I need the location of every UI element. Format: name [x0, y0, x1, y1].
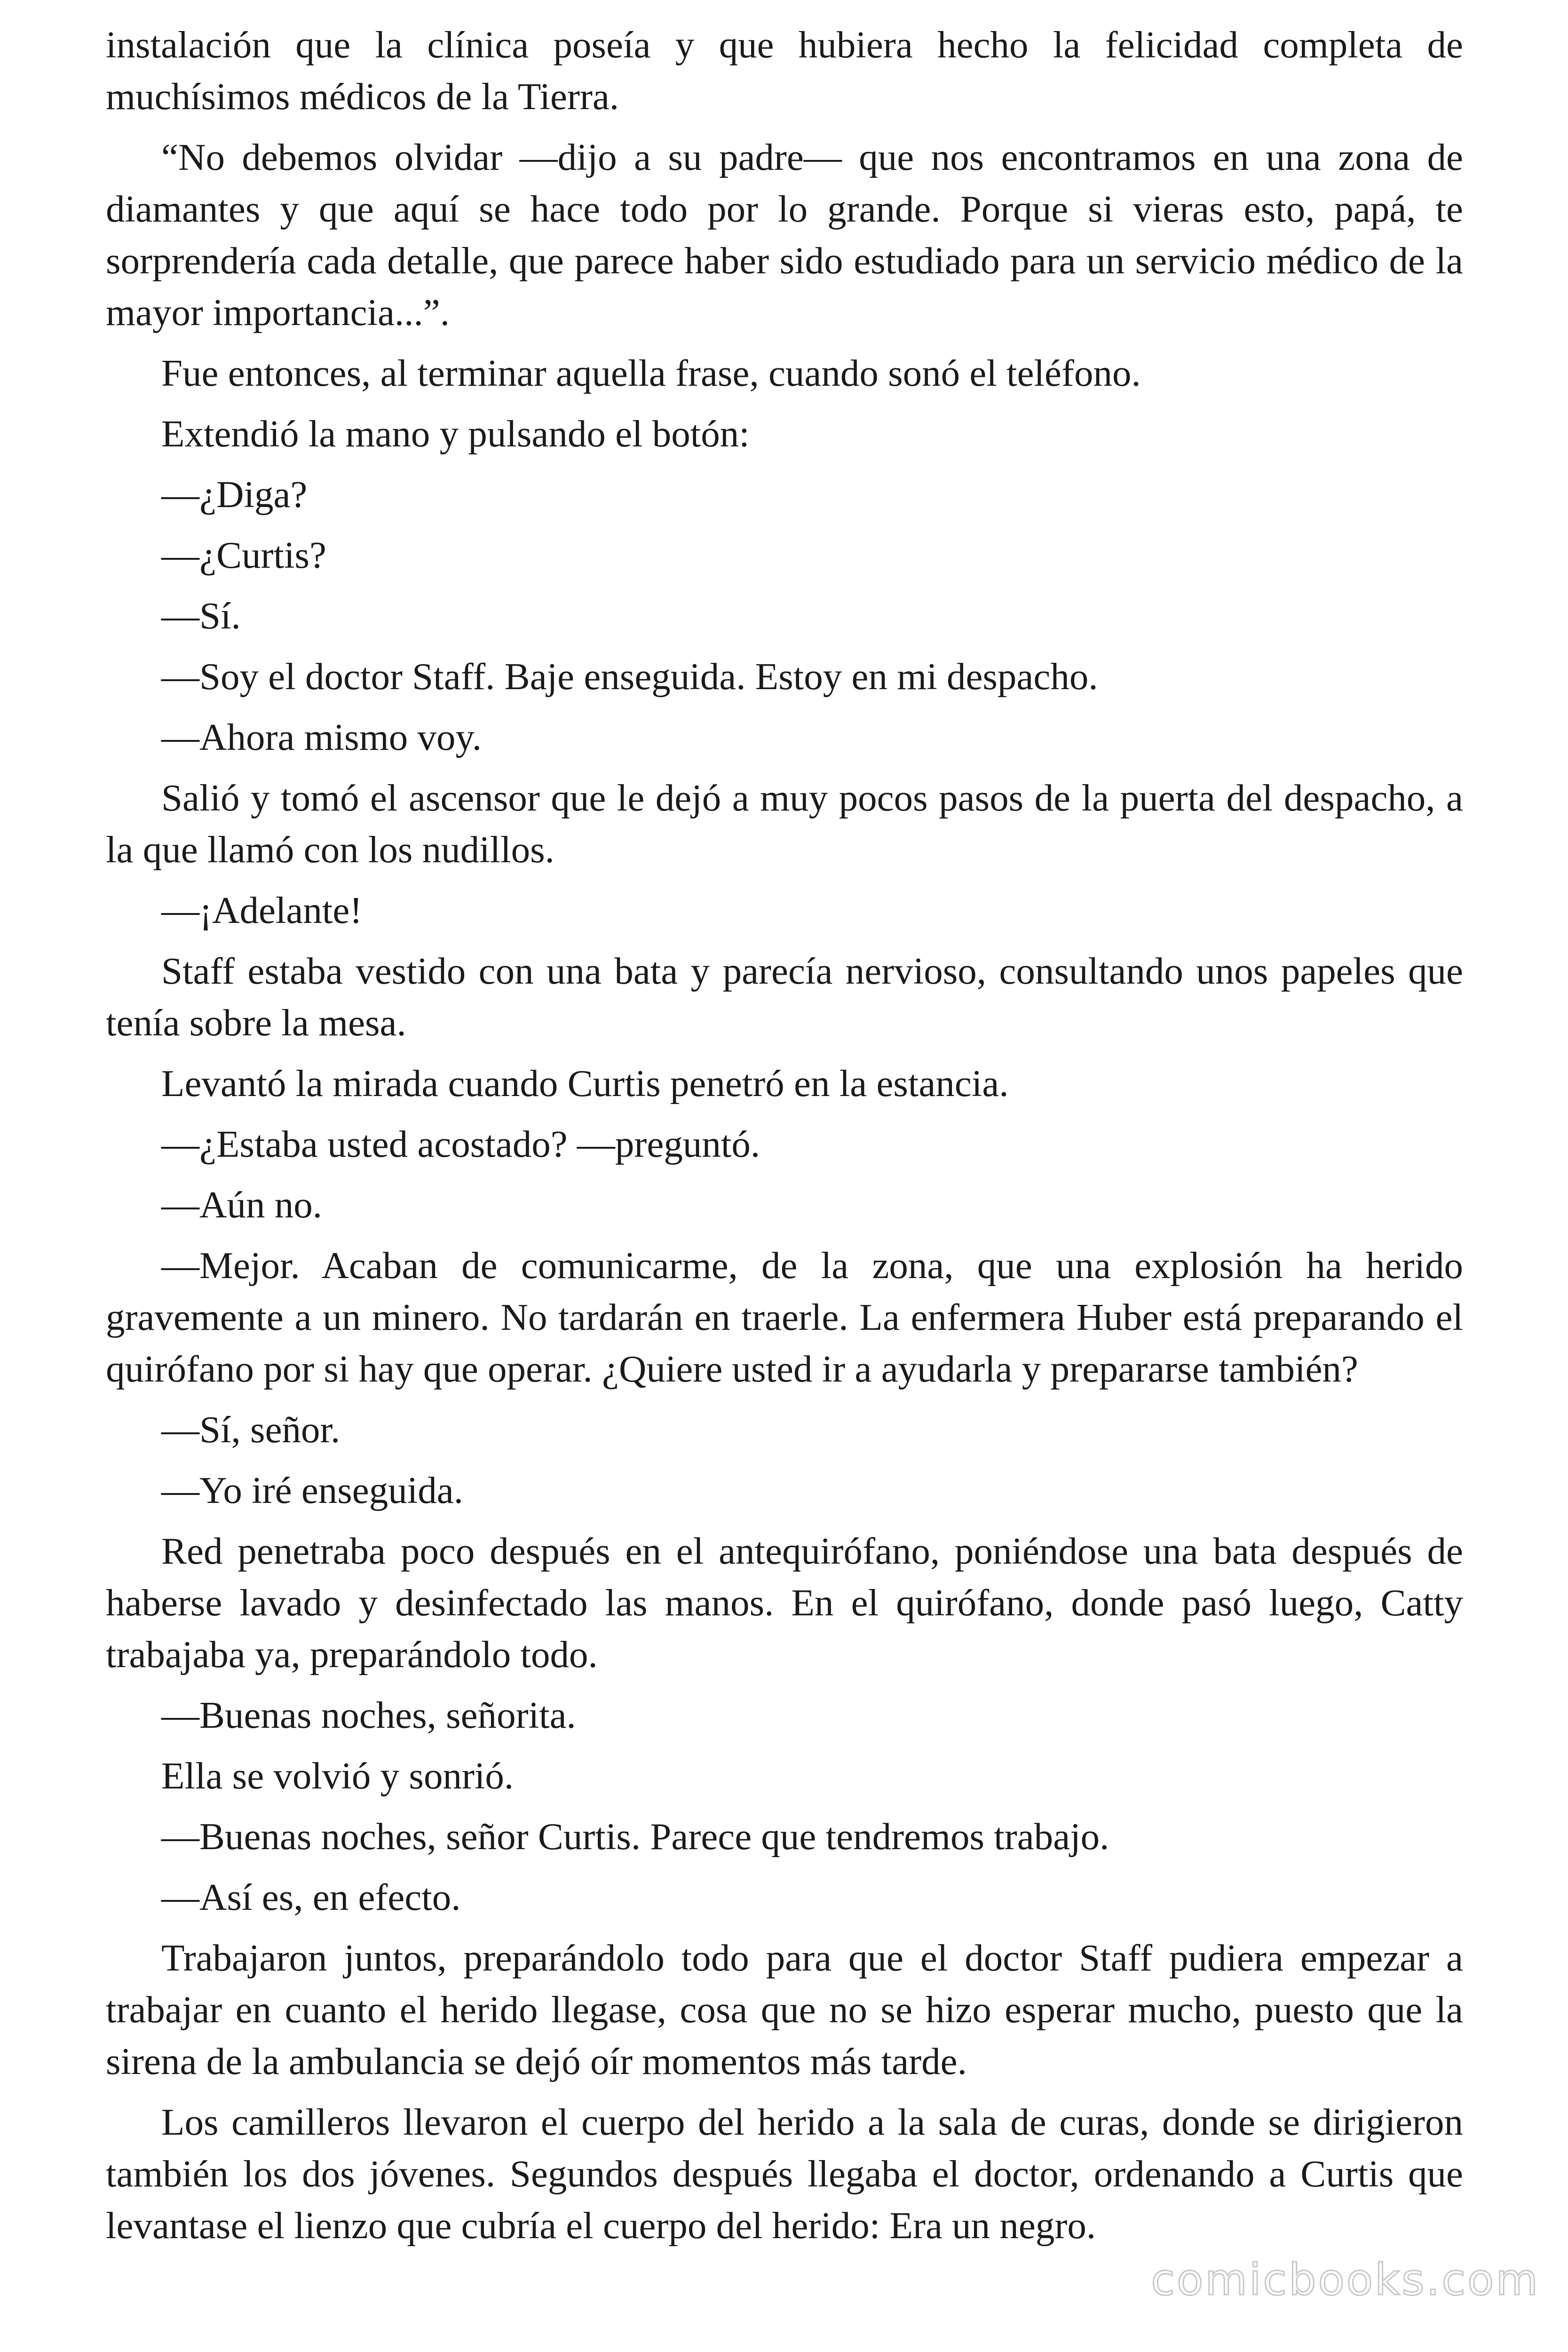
paragraph: Fue entonces, al terminar aquella frase, cuando sonó el teléfono.	[161, 352, 1141, 394]
paragraph: Staff estaba vestido con una bata y parecía nervioso, consultando unos papeles que tenía sobre la mesa.	[106, 950, 1463, 1044]
dialogue-line: —¿Estaba usted acostado? —preguntó.	[161, 1123, 760, 1165]
dialogue-line: —Mejor. Acaban de comunicarme, de la zona, que una explosión ha herido gravemente a un minero. No tardarán en traerle. La enfermera Huber está preparando el quirófano por si hay que operar. ¿Quiere usted ir a ayudarla y prepararse también?	[106, 1244, 1463, 1390]
paragraph: Trabajaron juntos, preparándolo todo para que el doctor Staff pudiera empezar a trabajar en cuanto el herido llegase, cosa que no se hizo esperar mucho, puesto que la sirena de la ambulancia se dejó oír momentos más tarde.	[106, 1937, 1463, 2082]
dialogue-line: —¿Curtis?	[161, 534, 326, 576]
paragraph: Ella se volvió y sonrió.	[161, 1755, 514, 1797]
dialogue-line: —Buenas noches, señor Curtis. Parece que tendremos trabajo.	[161, 1815, 1109, 1858]
paragraph: Los camilleros llevaron el cuerpo del herido a la sala de curas, donde se dirigieron también los dos jóvenes. Segundos después llegaba el doctor, ordenando a Curtis que levantase el lienzo que cubría el cuerpo del herido: Era un negro.	[106, 2101, 1463, 2247]
dialogue-line: —Sí.	[161, 595, 241, 637]
paragraph: “No debemos olvidar —dijo a su padre— que nos encontramos en una zona de diamantes y que aquí se hace todo por lo grande. Porque si vieras esto, papá, te sorprendería cada detalle, que parece haber sido estudiado para un servicio médico de la mayor importancia...”.	[106, 136, 1463, 334]
paragraph: Levantó la mirada cuando Curtis penetró en la estancia.	[161, 1062, 1009, 1104]
paragraph: Salió y tomó el ascensor que le dejó a muy pocos pasos de la puerta del despacho, a la que llamó con los nudillos.	[106, 777, 1463, 871]
paragraph: Extendió la mano y pulsando el botón:	[161, 413, 750, 455]
paragraph: instalación que la clínica poseía y que hubiera hecho la felicidad completa de muchísimos médicos de la Tierra.	[106, 24, 1463, 118]
dialogue-line: —Sí, señor.	[161, 1408, 341, 1451]
dialogue-line: —Aún no.	[161, 1184, 322, 1226]
dialogue-line: —Soy el doctor Staff. Baje enseguida. Estoy en mi despacho.	[161, 655, 1098, 698]
dialogue-line: —¿Diga?	[161, 473, 308, 516]
page-body	[106, 19, 1463, 2260]
dialogue-line: —Ahora mismo voy.	[161, 716, 482, 758]
dialogue-line: —Yo iré enseguida.	[161, 1469, 463, 1511]
dialogue-line: —Así es, en efecto.	[161, 1876, 461, 1918]
dialogue-line: —Buenas noches, señorita.	[161, 1694, 576, 1736]
paragraph: Red penetraba poco después en el antequirófano, poniéndose una bata después de haberse lavado y desinfectado las manos. En el quirófano, donde pasó luego, Catty trabajaba ya, preparándolo todo.	[106, 1530, 1463, 1676]
watermark: comicbooks.com	[1151, 2255, 1540, 2305]
dialogue-line: —¡Adelante!	[161, 889, 363, 931]
